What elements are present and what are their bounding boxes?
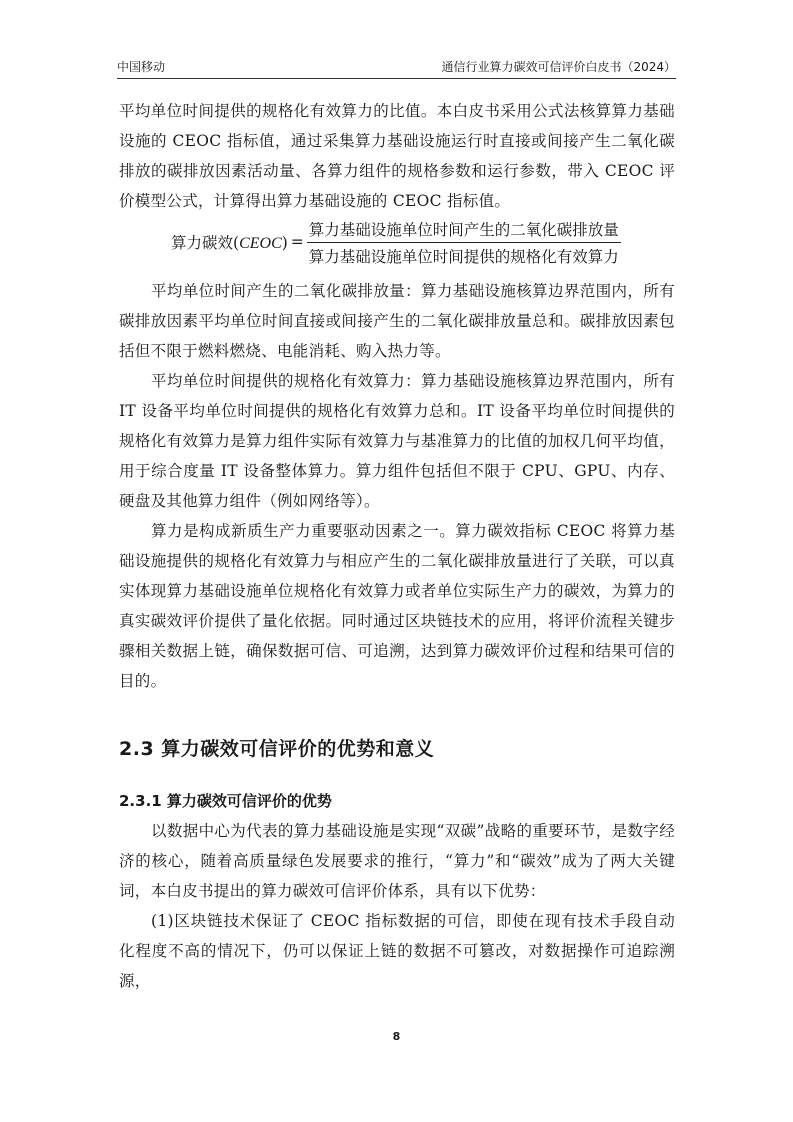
paragraph-advantage-1: (1)区块链技术保证了 CEOC 指标数据的可信，即使在现有技术手段自动化程度不高的情况下，仍可以保证上链的数据不可篡改，对数据操作可追踪溯源， [119,912,675,990]
formula-lhs-suffix: ) [281,234,288,252]
formula-fraction [307,218,621,267]
formula-variable: CEOC [239,235,282,252]
formula-lhs [171,231,288,253]
header-right-text: 通信行业算力碳效可信评价白皮书（2024） [441,60,676,74]
paragraph-advantages-intro: 以数据中心为代表的算力基础设施是实现“双碳”战略的重要环节，是数字经济的核心，随着高质量绿色发展要求的推行，“算力”和“碳效”成为了两大关键词，本白皮书提出的算力碳效可信评价体系，具有以下优势： [119,822,675,900]
paragraph-ceoc-significance: 算力是构成新质生产力重要驱动因素之一。算力碳效指标 CEOC 将算力基础设施提供的规格化有效算力与相应产生的二氧化碳排放量进行了关联，可以真实体现算力基础设施单位规格化有效算力或者单位实际生产力的碳效，为算力的真实碳效评价提供了量化依据。同时通过区块链技术的应用，将评价流程关键步骤相关数据上链，确保数据可信、可追溯，达到算力碳效评价过程和结果可信的目的。 [119,522,675,690]
paragraph-ceoc-definition: 平均单位时间提供的规格化有效算力的比值。本白皮书采用公式法核算算力基础设施的 CEOC 指标值，通过采集算力基础设施运行时直接或间接产生二氧化碳排放的碳排放因素活动量、各算力组件的规格参数和运行参数，带入 CEOC 评价模型公式，计算得出算力基础设施的 CEOC 指标值。 [119,102,675,210]
page-body [119,96,675,996]
paragraph-emission-definition: 平均单位时间产生的二氧化碳排放量：算力基础设施核算边界范围内，所有碳排放因素平均单位时间直接或间接产生的二氧化碳排放量总和。碳排放因素包括但不限于燃料燃烧、电能消耗、购入热力等。 [119,282,675,360]
formula-numerator: 算力基础设施单位时间产生的二氧化碳排放量 [307,218,621,243]
page-header [117,54,676,76]
section-heading: 2.3 算力碳效可信评价的优势和意义 [119,738,435,760]
formula-equals: = [290,233,304,251]
subsection-heading: 2.3.1 算力碳效可信评价的优势 [119,792,332,810]
ceoc-formula [171,216,675,268]
page-number: 8 [392,1030,401,1043]
header-divider [117,78,676,79]
formula-denominator: 算力基础设施单位时间提供的规格化有效算力 [308,247,619,266]
formula-lhs-prefix: 算力碳效( [171,234,240,252]
header-left-text: 中国移动 [117,60,166,74]
paragraph-compute-definition: 平均单位时间提供的规格化有效算力：算力基础设施核算边界范围内，所有 IT 设备平均单位时间提供的规格化有效算力总和。IT 设备平均单位时间提供的规格化有效算力是算力组件实际有效算力与基准算力的比值的加权几何平均值，用于综合度量 IT 设备整体算力。算力组件包括但不限于 CPU、GPU、内存、硬盘及其他算力组件（例如网络等）。 [119,372,675,510]
